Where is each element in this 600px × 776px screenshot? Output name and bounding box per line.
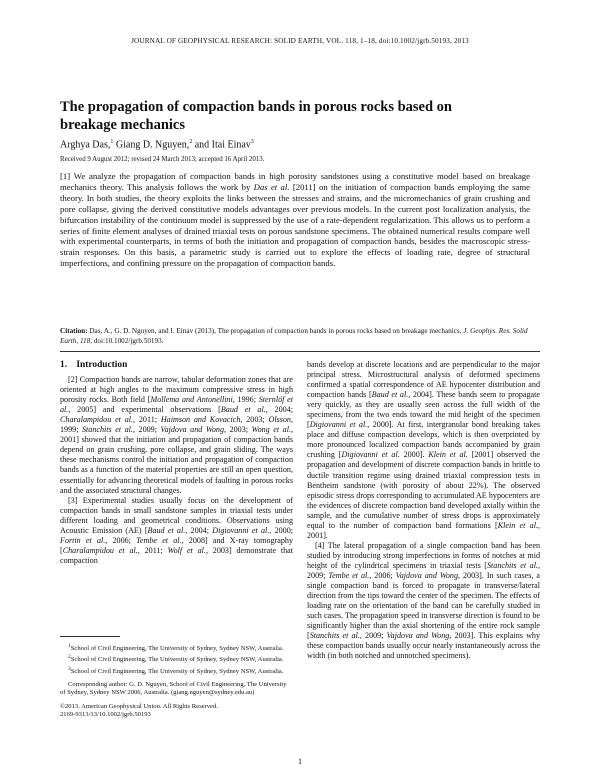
citation-journal: J. Geophys. Res. Solid Earth, 118, xyxy=(60,327,528,345)
section-heading: 1. Introduction xyxy=(60,360,128,370)
reference-link[interactable]: Digiovanni et al. xyxy=(309,420,368,430)
reference-link[interactable]: Tembe et al. xyxy=(136,535,182,545)
paragraph xyxy=(307,541,540,662)
reference-link[interactable]: Wolf et al. xyxy=(167,545,206,555)
page-number: 1 xyxy=(298,757,302,766)
text: The lateral propagation of a single compaction band has been studied by introducing strong imperfections in forms of notches at mid height of the cylindrical specimens in triaxial tests [ xyxy=(307,540,540,570)
reference-link[interactable]: Klein et al. xyxy=(497,520,538,530)
received-dates: Received 9 August 2012; revised 24 March 2013; accepted 16 April 2013. xyxy=(60,156,265,163)
text: , 2006; xyxy=(105,535,137,545)
abstract-text: [2011] on the initiation of compaction bands employing the same theory. In both studies, the theory exploits the links between the stresses and strains, and the micromechanics of grain crushing and pore collapse, giving the derived constitutive models advantages over previous models. In the current post localization analysis, the bifurcation instability of the continuum model is suppressed by the use of a rate-dependent regularization. This allows us to perform a series of finite element analyses of drained triaxial tests on porous sandstone specimens. The obtained numerical results compare well with experimental counterparts, in terms of both the initiation and propagation of compaction bands, besides the macroscopic stress-strain responses. On this basis, a parametric study is carried out to explore the effects of loading rate, degree of structural imperfections, and confining pressure on the propagation of compaction bands. xyxy=(60,181,530,269)
reference-link[interactable]: Baud et al. xyxy=(220,405,266,415)
reference-link[interactable]: Digiovanni et al. xyxy=(341,450,400,460)
text: , 2009; xyxy=(359,631,387,641)
paragraph xyxy=(60,375,293,496)
text: , 2004]. These bands seem to propagate very quickly, as they are usually seen across the full width of the specimens, from the two ends toward the mid height of the specimen [ xyxy=(307,390,540,430)
reference-link[interactable]: Charalampidou et al. xyxy=(62,545,138,555)
footnotes xyxy=(60,642,293,719)
left-column xyxy=(60,360,293,566)
author-list xyxy=(60,139,254,150)
copyright: ©2013. American Geophysical Union. All Rights Reserved. xyxy=(60,702,218,710)
reference-link[interactable]: Stanchits et al. xyxy=(487,560,538,570)
paragraph xyxy=(307,360,540,541)
affiliation-marker: 1 xyxy=(110,139,114,145)
abstract xyxy=(60,171,530,269)
footnote-marker: 1 xyxy=(68,643,71,649)
footnote-marker: 2 xyxy=(68,654,71,661)
journal-header: JOURNAL OF GEOPHYSICAL RESEARCH: SOLID EARTH, VOL. 118, 1–18, doi:10.1002/jgrb.50193, 2013 xyxy=(131,37,469,45)
footnote-text: School of Civil Engineering, The University of Sydney, Sydney NSW, Australia. xyxy=(70,645,284,653)
abstract-text: We analyze the propagation of compaction bands in high porosity sandstones using a constitutive model based on breakage mechanics theory. This analysis follows the work by xyxy=(60,171,530,192)
reference-link[interactable]: Charalampidou et al. xyxy=(60,415,134,425)
reference-link[interactable]: Wong et al. xyxy=(251,425,291,435)
reference-link[interactable]: Klein et al. xyxy=(428,450,468,460)
text: , 2001] showed that the initiation and propagation of compaction bands depend on grain crushing, pore collapse, and grain sliding. The ways these mechanisms control the initiation and propagation of compaction bands as a function of the material properties are still an open question, essentially for advancing theoretical models of faulting in porous rocks and the associated structural changes. xyxy=(60,425,294,495)
text: , 2004; xyxy=(185,525,213,535)
paragraph xyxy=(60,496,293,566)
citation-label: Citation: xyxy=(60,327,88,335)
text: , 2003] demonstrate that compaction xyxy=(60,545,293,565)
reference-link[interactable]: Stanchits et al. xyxy=(82,425,133,435)
author-name: and Itai Einav xyxy=(192,139,251,151)
footnote-text: School of Civil Engineering, The University of Sydney, Sydney NSW, Australia. xyxy=(70,656,284,664)
author-name: Giang D. Nguyen, xyxy=(113,139,190,151)
footnote xyxy=(60,642,293,653)
reference-link[interactable]: Olsson xyxy=(268,415,291,425)
text: , 2004; xyxy=(265,405,293,415)
reference-link[interactable]: Haimson and Kovacich xyxy=(160,415,241,425)
text: , 2003; xyxy=(224,425,252,435)
footnote-marker: 3 xyxy=(68,665,71,672)
citation xyxy=(60,327,530,346)
corresponding-author: Corresponding author: G. D. Nguyen, School of Civil Engineering, The University of Sydney, Sydney NSW 2006, Australia. (giang.nguyen@sydney.edu.au) xyxy=(60,681,287,697)
affiliation-marker: 2 xyxy=(189,139,193,145)
paragraph-marker: [3] xyxy=(68,495,78,505)
footnote xyxy=(60,653,293,664)
text: , 2003]. This explains why these compaction bands usually occur nearly instantaneously across the width (in both notched and unnotched specimens). xyxy=(307,631,541,661)
text: , 2006; xyxy=(369,570,396,580)
paper-title: The propagation of compaction bands in porous rocks based on breakage mechanics xyxy=(60,99,452,133)
text: , 2003]. In such cases, a single compaction band is forced to propagate in transverse/lateral direction from the tips toward the center of the specimen. The effects of loading rate on the orientation of the band can be carefully studied in such cases. The propagation speed in transverse direction is found to be significantly higher than the axial shortening of the entire rock sample [ xyxy=(307,570,540,641)
citation-text: Das, A., G. D. Nguyen, and I. Einav (2013), The propagation of compaction bands in porous rocks based on breakage mechanics, xyxy=(87,327,464,335)
reference-link[interactable]: Stanchits et al. xyxy=(309,631,360,641)
reference-link[interactable]: Vajdova and Wong xyxy=(395,570,458,580)
text: [2001] observed the propagation and development of discrete compaction bands in brittle to ductile transition regime using drained triaxial compression tests in Bentheim sandstone (with porosity of about 22%). The observed episodic stress drops corresponding to accumulated AE hypocenters are the evidences of discrete compaction band developed axially within the sample, and the cumulative number of stress drops is approximately equal to the number of compaction band formations [ xyxy=(307,450,541,530)
author-name: Arghya Das, xyxy=(60,139,111,151)
right-column xyxy=(307,360,540,661)
footnote-divider xyxy=(60,636,120,637)
text: , 2011; xyxy=(137,545,168,555)
text: Experimental studies usually focus on the development of compaction bands in small sandstone samples in triaxial tests under different loading and geometrical conditions. Observations using Acoustic Emission (AE) [ xyxy=(60,495,293,535)
text: , 2000]. At first, intergranular bond breaking takes place and diffuse compaction develops, which is then overprinted by more pronounced localized compaction bands accompanied by grain crushing [ xyxy=(307,420,540,460)
text: , 2008] and X-ray tomography [ xyxy=(60,535,293,555)
reference-link[interactable]: Fortin et al. xyxy=(60,535,106,545)
text: , 2005] and experimental observations [ xyxy=(68,405,221,415)
section-divider xyxy=(60,351,540,352)
reference-link[interactable]: Mollema and Antonellini xyxy=(150,395,233,405)
paragraph-marker: [2] xyxy=(68,375,78,385)
reference-link[interactable]: Tembe et al. xyxy=(328,570,370,580)
text: , 1996; xyxy=(232,395,259,405)
paragraph-marker: [4] xyxy=(315,540,325,550)
text: , 2011; xyxy=(133,415,161,425)
text: Compaction bands are narrow, tabular deformation zones that are oriented at high angles to the maximum compressive stress in high porosity rocks. Both field [ xyxy=(60,375,293,405)
text: , 2001]. xyxy=(307,520,540,540)
reference-link[interactable]: Sternlöf et al. xyxy=(60,395,293,415)
reference-link[interactable]: Baud et al. xyxy=(371,390,409,400)
reference-link[interactable]: Digiovanni et al. xyxy=(212,525,270,535)
paragraph-marker: [1] xyxy=(60,171,71,181)
footnote xyxy=(60,665,293,676)
text: , 2003; xyxy=(240,415,269,425)
reference-link[interactable]: Das et al. xyxy=(253,181,290,192)
text: , 2000; xyxy=(269,525,294,535)
reference-link[interactable]: Vajdova and Wong xyxy=(386,631,450,641)
issn: 2169-9313/13/10.1002/jgrb.50193 xyxy=(60,710,151,718)
text: bands develop at discrete locations and are perpendicular to the major principal stress. Microstructural analysis of deformed specimens confirmed a spatial correspondence of AE hypocenter distribution and compaction bands [ xyxy=(307,360,540,400)
affiliation-marker: 3 xyxy=(250,139,254,145)
reference-link[interactable]: Baud et al. xyxy=(147,525,186,535)
text: 2000]. xyxy=(399,450,429,460)
citation-doi[interactable]: doi:10.1002/jgrb.50193. xyxy=(92,336,164,345)
text: , 2009; xyxy=(307,560,540,580)
text: , 1999; xyxy=(60,415,293,435)
footnote-text: School of Civil Engineering, The University of Sydney, Sydney NSW, Australia. xyxy=(70,667,284,675)
text: , 2009; xyxy=(132,425,161,435)
reference-link[interactable]: Vajdova and Wong xyxy=(160,425,224,435)
